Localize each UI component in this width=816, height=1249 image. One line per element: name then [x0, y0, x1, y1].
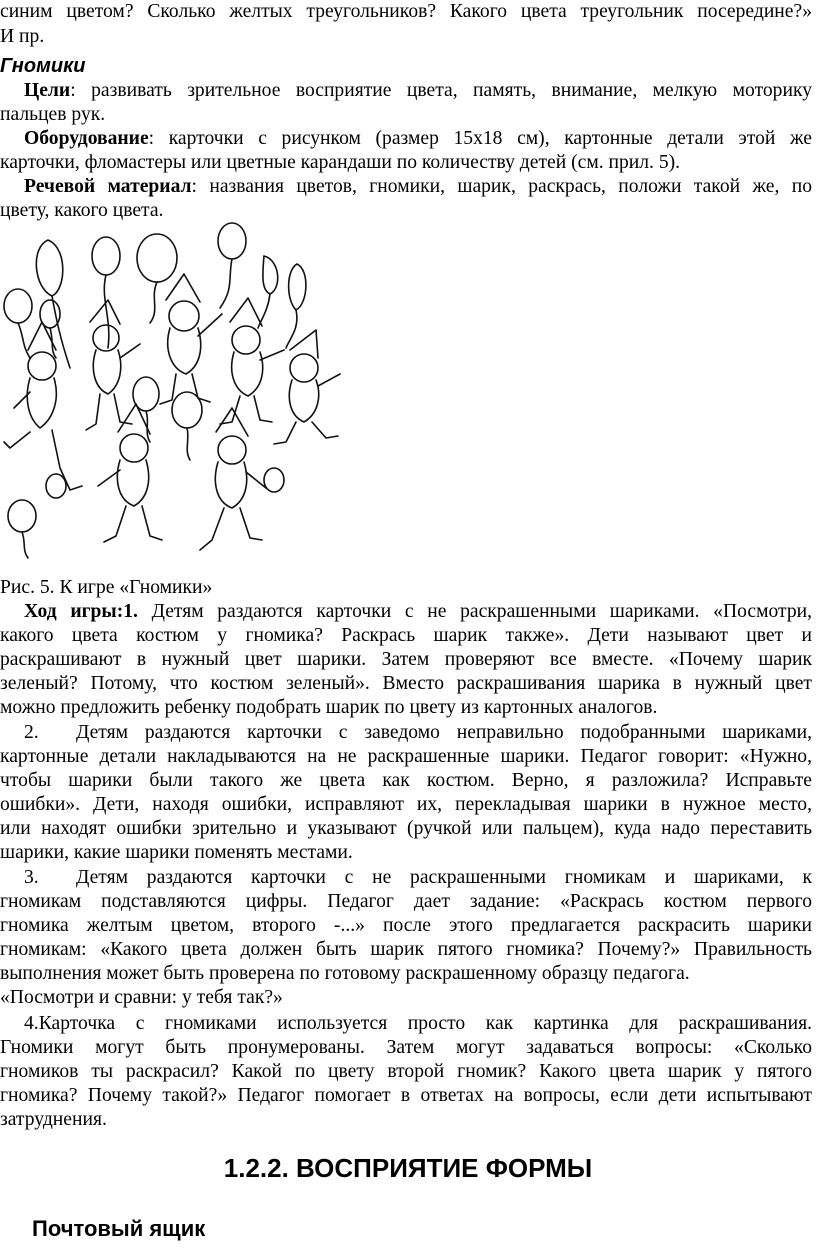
course-p4-line-4: гномика? Почему такой?» Педагог помогает в ответах на вопросы, если дети испытывают	[0, 1085, 812, 1106]
course-p4-line-1: 4.Карточка с гномиками используется просто как картинка для раскрашивания.	[24, 1013, 812, 1034]
speech-line-1	[0, 175, 812, 199]
balloon-icon	[218, 223, 246, 308]
course-p1-line-4: зеленый? Потому, что костюм зеленый». Вместо раскрашивания шарика в нужный цвет	[0, 673, 812, 694]
course-p3-line-5: выполнения может быть проверена по готовому раскрашенному образцу педагога.	[0, 963, 690, 984]
course-p1-line-1	[0, 600, 812, 624]
speech-text: : названия цветов, гномики, шарик, раскрась, положи такой же, по	[191, 176, 812, 197]
balloon-icon	[40, 300, 60, 358]
gnome-icon	[160, 274, 222, 404]
course-p3-text: Детям раздаются карточки с не раскрашенными гномикам и шариками, к	[76, 867, 812, 888]
equipment-text: : карточки с рисунком (размер 15х18 см), картонные детали этой же	[148, 128, 812, 149]
course-p2-line-4: ошибки». Дети, находя ошибки, исправляют их, перекладывая шарики в нужное место,	[0, 794, 812, 815]
gnome-icon	[4, 322, 82, 490]
goals-label: Цели	[24, 80, 71, 101]
course-p2-line-5: или находят ошибки зрительно и указывают (ручкой или пальцем), куда надо переставить	[0, 818, 812, 839]
course-p3-line-6: «Посмотри и сравни: у тебя так?»	[0, 987, 283, 1008]
course-p3-line-3: гномика желтым цветом, второго -...» после этого предлагается раскрасить шарики	[0, 915, 812, 936]
course-p3-line-2: гномикам подставляются цифры. Педагог дает задание: «Раскрась костюм первого	[0, 891, 812, 912]
balloon-icon	[46, 474, 66, 498]
balloon-icon	[133, 377, 159, 442]
balloon-icon	[258, 256, 278, 328]
goals-line-1	[0, 79, 812, 103]
intro-line-2: И пр.	[0, 26, 45, 47]
balloon-icon	[172, 392, 202, 460]
course-p1-line-5: можно предложить ребенку подобрать шарик по цвету из картонных аналогов.	[0, 697, 658, 718]
balloon-icon	[4, 289, 32, 358]
course-p1-text: Детям раздаются карточки с не раскрашенными шариками. «Посмотри,	[137, 601, 812, 622]
gnome-icon	[274, 330, 340, 444]
course-p1-line-3: раскрашивают в нужный цвет шарики. Затем проверяют все вместе. «Почему шарик	[0, 649, 812, 670]
course-p4-line-5: затруднения.	[0, 1109, 107, 1130]
course-label: Ход игры:	[24, 601, 124, 622]
gnomes-with-balloons-illustration	[0, 218, 356, 573]
equipment-line-1	[0, 127, 812, 151]
course-p2-text: Детям раздаются карточки с заведомо неправильно подобранными шариками,	[76, 722, 812, 743]
speech-label: Речевой материал	[24, 176, 192, 197]
equipment-line-2: карточки, фломастеры или цветные карандаши по количеству детей (см. прил. 5).	[0, 152, 681, 173]
course-p3-line-1	[0, 866, 812, 890]
course-p4-line-2: Гномики могут быть пронумерованы. Затем могут задаваться вопросы: «Сколько	[0, 1037, 812, 1058]
balloon-icon	[264, 468, 284, 492]
balloon-icon	[8, 500, 36, 558]
section-title: 1.2.2. ВОСПРИЯТИЕ ФОРМЫ	[223, 1153, 593, 1183]
balloon-icon	[286, 264, 306, 348]
intro-line-1: синим цветом? Сколько желтых треугольников? Какого цвета треугольник посередине?»	[0, 1, 812, 22]
course-p3-line-4: гномикам: «Какого цвета должен быть шарик пятого гномика? Почему?» Правильность	[0, 939, 812, 960]
speech-line-2: цвету, какого цвета.	[0, 200, 164, 221]
course-num-1: 1.	[123, 601, 138, 622]
gnome-icon	[220, 298, 284, 424]
course-num-3: 3.	[24, 867, 39, 888]
goals-line-2: пальцев рук.	[0, 104, 106, 125]
goals-text: : развивать зрительное восприятие цвета, память, внимание, мелкую моторику	[70, 80, 812, 101]
course-p2-line-2: картонные детали накладываются на не раскрашенные шарики. Педагог говорит: «Нужно,	[0, 746, 812, 767]
gnome-icon	[98, 404, 162, 542]
course-p2-line-6: шарики, какие шарики поменять местами.	[0, 842, 353, 863]
figure-caption: Рис. 5. К игре «Гномики»	[0, 577, 213, 598]
course-p2-line-1	[0, 721, 812, 745]
course-p2-line-3: чтобы шарики были такого же цвета как костюм. Верно, я разложила? Исправьте	[0, 770, 812, 791]
equipment-label: Оборудование	[24, 128, 149, 149]
gnome-icon	[200, 408, 266, 550]
course-num-2: 2.	[24, 722, 39, 743]
balloon-icon	[92, 237, 120, 348]
course-p1-line-2: какого цвета костюм у гномика? Раскрась шарик также». Дети называют цвет и	[0, 625, 812, 646]
game-title: Гномики	[0, 55, 86, 77]
course-p4-line-3: гномиков ты раскрасил? Какой по цвету второй гномик? Какого цвета шарик у пятого	[0, 1061, 812, 1082]
section-subtitle: Почтовый ящик	[32, 1216, 206, 1241]
